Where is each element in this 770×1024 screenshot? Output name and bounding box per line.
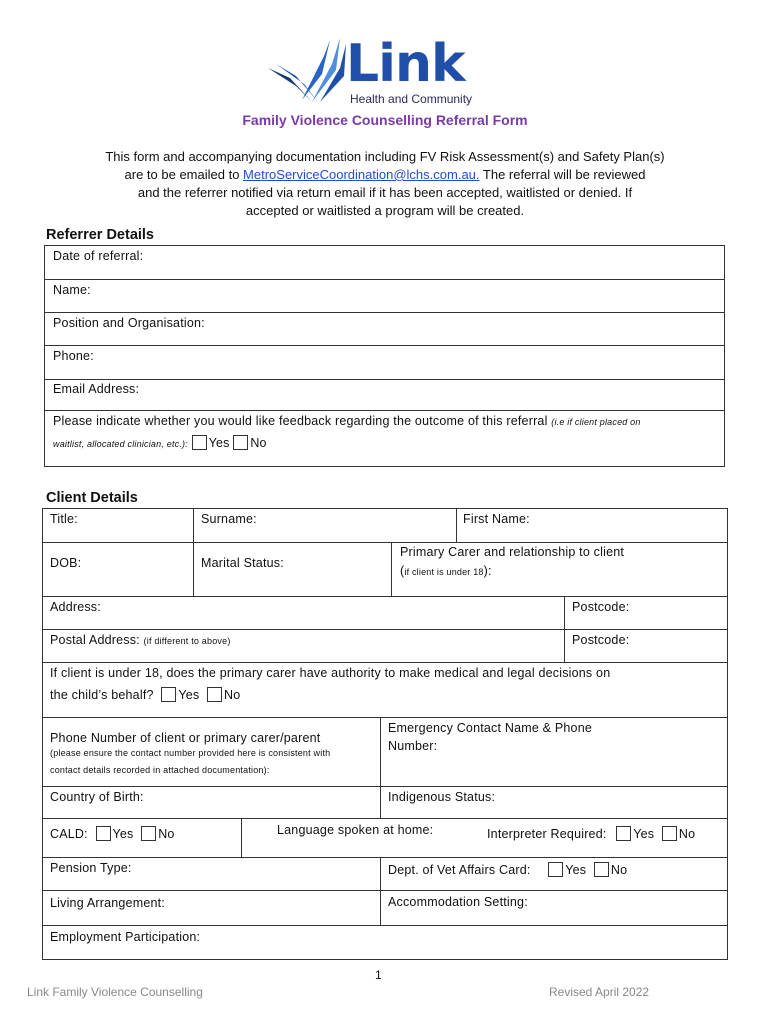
client-phone-note-2: contact details recorded in attached documentation): — [50, 765, 270, 775]
cald-options: CALD: Yes No — [50, 827, 175, 841]
intro-line-1: This form and accompanying documentation including FV Risk Assessment(s) and Safety Plan(s) — [105, 149, 665, 164]
accommodation-setting-field[interactable]: Accommodation Setting: — [388, 895, 528, 909]
logo — [266, 34, 506, 108]
cald-no-checkbox[interactable] — [141, 826, 156, 841]
logo-swoosh-icon — [266, 34, 348, 108]
footer-left: Link Family Violence Counselling — [27, 985, 203, 999]
footer-right: Revised April 2022 — [549, 985, 650, 999]
intro-text — [40, 148, 730, 220]
referrer-phone-field[interactable]: Phone: — [53, 349, 94, 363]
feedback-question: Please indicate whether you would like feedback regarding the outcome of this referral (i.e if client placed on — [53, 414, 641, 428]
postal-address-field[interactable]: Postal Address: (if different to above) — [50, 633, 231, 647]
intro-line-3: and the referrer notified via return email if it has been accepted, waitlisted or denied. If — [137, 185, 633, 200]
dob-field[interactable]: DOB: — [50, 556, 82, 570]
country-of-birth-field[interactable]: Country of Birth: — [50, 790, 144, 804]
primary-carer-field[interactable]: Primary Carer and relationship to client — [400, 545, 625, 559]
dva-yes-checkbox[interactable] — [548, 862, 563, 877]
client-heading: Client Details — [46, 490, 138, 506]
pension-type-field[interactable]: Pension Type: — [50, 861, 132, 875]
referrer-email-field[interactable]: Email Address: — [53, 382, 140, 396]
indigenous-status-field[interactable]: Indigenous Status: — [388, 790, 496, 804]
email-link[interactable]: MetroServiceCoordination@lchs.com.au. — [243, 167, 480, 182]
address-field[interactable]: Address: — [50, 600, 101, 614]
marital-status-field[interactable]: Marital Status: — [201, 556, 284, 570]
page-number: 1 — [375, 968, 382, 982]
position-organisation-field[interactable]: Position and Organisation: — [53, 316, 205, 330]
intro-line-4: accepted or waitlisted a program will be created. — [245, 203, 525, 218]
referrer-heading: Referrer Details — [46, 227, 154, 243]
feedback-options: waitlist, allocated clinician, etc.): Yes No — [53, 436, 267, 450]
logo-word: Link — [346, 34, 465, 94]
date-of-referral-field[interactable]: Date of referral: — [53, 249, 144, 263]
dva-card-options: Dept. of Vet Affairs Card: Yes No — [388, 863, 628, 877]
intro-line-2: are to be emailed to MetroServiceCoordination@lchs.com.au. The referral will be reviewed — [124, 167, 646, 182]
authority-question: If client is under 18, does the primary carer have authority to make medical and legal decisions on — [50, 666, 611, 680]
referrer-name-field[interactable]: Name: — [53, 283, 91, 297]
dva-no-checkbox[interactable] — [594, 862, 609, 877]
postal-postcode-field[interactable]: Postcode: — [572, 633, 630, 647]
client-phone-note-1: (please ensure the contact number provided here is consistent with — [50, 748, 331, 758]
title-field[interactable]: Title: — [50, 512, 78, 526]
primary-carer-note: (if client is under 18): — [400, 564, 492, 578]
form-title: Family Violence Counselling Referral Form — [242, 112, 528, 128]
surname-field[interactable]: Surname: — [201, 512, 257, 526]
language-field[interactable]: Language spoken at home: — [277, 823, 434, 837]
interpreter-yes-checkbox[interactable] — [616, 826, 631, 841]
cald-yes-checkbox[interactable] — [96, 826, 111, 841]
interpreter-options: Interpreter Required: Yes No — [487, 827, 696, 841]
postcode-field[interactable]: Postcode: — [572, 600, 630, 614]
employment-participation-field[interactable]: Employment Participation: — [50, 930, 201, 944]
emergency-contact-field-2: Number: — [388, 739, 438, 753]
first-name-field[interactable]: First Name: — [463, 512, 530, 526]
client-phone-field[interactable]: Phone Number of client or primary carer/parent — [50, 731, 321, 745]
authority-no-checkbox[interactable] — [207, 687, 222, 702]
living-arrangement-field[interactable]: Living Arrangement: — [50, 896, 165, 910]
authority-options: the child’s behalf? Yes No — [50, 688, 241, 702]
logo-subtitle: Health and Community — [350, 92, 473, 106]
emergency-contact-field[interactable]: Emergency Contact Name & Phone — [388, 721, 593, 735]
interpreter-no-checkbox[interactable] — [662, 826, 677, 841]
authority-yes-checkbox[interactable] — [161, 687, 176, 702]
feedback-yes-checkbox[interactable] — [192, 435, 207, 450]
feedback-no-checkbox[interactable] — [233, 435, 248, 450]
